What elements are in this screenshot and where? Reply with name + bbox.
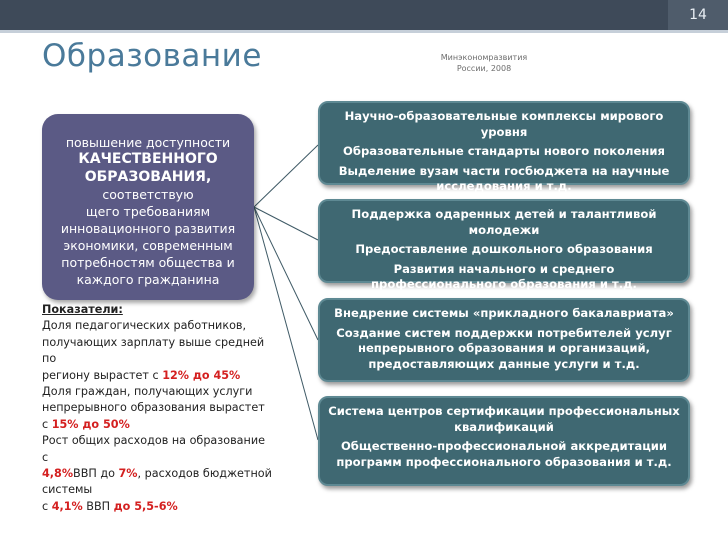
box-1-item-1: Научно-образовательные комплексы мирового уровня <box>344 109 664 139</box>
indicator-line-2: получающих зарплату выше средней по <box>42 335 265 366</box>
indicators-heading: Показатели: <box>42 303 123 316</box>
goal-line-5: инновационного развития <box>60 221 236 236</box>
goal-line-4: щего требованиям <box>85 204 211 219</box>
indicator-line-9: системы <box>42 483 93 497</box>
goal-line-2: КАЧЕСТВЕННОГО <box>78 151 218 167</box>
box-2-item-3: Развития начального и среднего профессионального образования и т.д. <box>371 261 637 291</box>
goal-block <box>42 114 254 300</box>
box-4-item-2: Общественно-профессиональной аккредитации программ профессионального образования и т.д. <box>336 439 672 469</box>
connector-line-2 <box>254 207 318 240</box>
source-line-2: России, 2008 <box>456 64 512 73</box>
indicator-line-3 <box>42 368 272 384</box>
indicator-line-10 <box>42 499 272 515</box>
indicator-line-3-text: региону вырастет с <box>42 368 163 382</box>
goal-line-3-bold: ОБРАЗОВАНИЯ, <box>84 169 212 185</box>
indicator-line-10-text-b: ВВП <box>82 499 114 513</box>
indicator-line-7: Рост общих расходов на образование с <box>42 434 265 464</box>
indicator-line-8-text-b: , расходов бюджетной <box>137 467 272 481</box>
box-1-item-3: Выделение вузам части госбюджета на научные исследования и т.д. <box>338 163 670 193</box>
goal-line-8: каждого гражданина <box>76 272 220 287</box>
connector-line-1 <box>254 145 318 207</box>
indicator-line-4: Доля граждан, получающих услуги <box>42 385 253 399</box>
box-2-item-1: Поддержка одаренных детей и талантливой молодежи <box>351 207 657 237</box>
indicator-line-10-text-a: с <box>42 499 52 513</box>
goal-line-7: потребностям общества и <box>61 255 235 270</box>
page-title: Образование <box>42 38 262 74</box>
indicator-value-gdp-from: 4,8% <box>42 467 74 481</box>
indicator-line-5: непрерывного образования вырастет <box>42 401 265 415</box>
indicator-line-8-text-a: ВВП до <box>73 467 119 481</box>
source-line-1: Минэкономразвития <box>440 53 528 62</box>
indicators-block <box>42 302 272 515</box>
indicator-value-budget-from: 4,1% <box>51 499 83 513</box>
box-4-item-1: Система центров сертификации профессиональных квалификаций <box>328 404 680 434</box>
goal-line-1: повышение доступности <box>65 135 231 150</box>
goal-line-3 <box>42 168 254 203</box>
measures-box-2 <box>318 199 690 291</box>
indicator-value-gdp-to: 7% <box>118 467 138 481</box>
measures-box-4 <box>318 396 690 486</box>
indicator-line-8 <box>42 466 272 482</box>
indicator-value-continuous: 15% до 50% <box>51 417 130 431</box>
box-2-item-2: Предоставление дошкольного образования <box>355 242 653 256</box>
box-1-item-2: Образовательные стандарты нового поколения <box>343 144 665 158</box>
indicator-line-1: Доля педагогических работников, <box>42 319 247 333</box>
box-3-item-2: Создание систем поддержки потребителей услуг непрерывного образования и организаций, предоставляющих данные услуги и т.д. <box>336 325 672 371</box>
indicator-value-budget-to: до 5,5-6% <box>113 499 178 513</box>
goal-line-3-rest: соответствую <box>102 187 194 202</box>
measures-box-3 <box>318 298 690 382</box>
indicator-line-6 <box>42 417 272 433</box>
slide-number: 14 <box>668 0 728 30</box>
indicator-value-salary: 12% до 45% <box>162 368 241 382</box>
measures-box-1 <box>318 101 690 193</box>
indicator-line-6-text: с <box>42 417 52 431</box>
box-3-item-1: Внедрение системы «прикладного бакалавриата» <box>334 306 674 320</box>
goal-line-6: экономики, современным <box>63 238 233 253</box>
